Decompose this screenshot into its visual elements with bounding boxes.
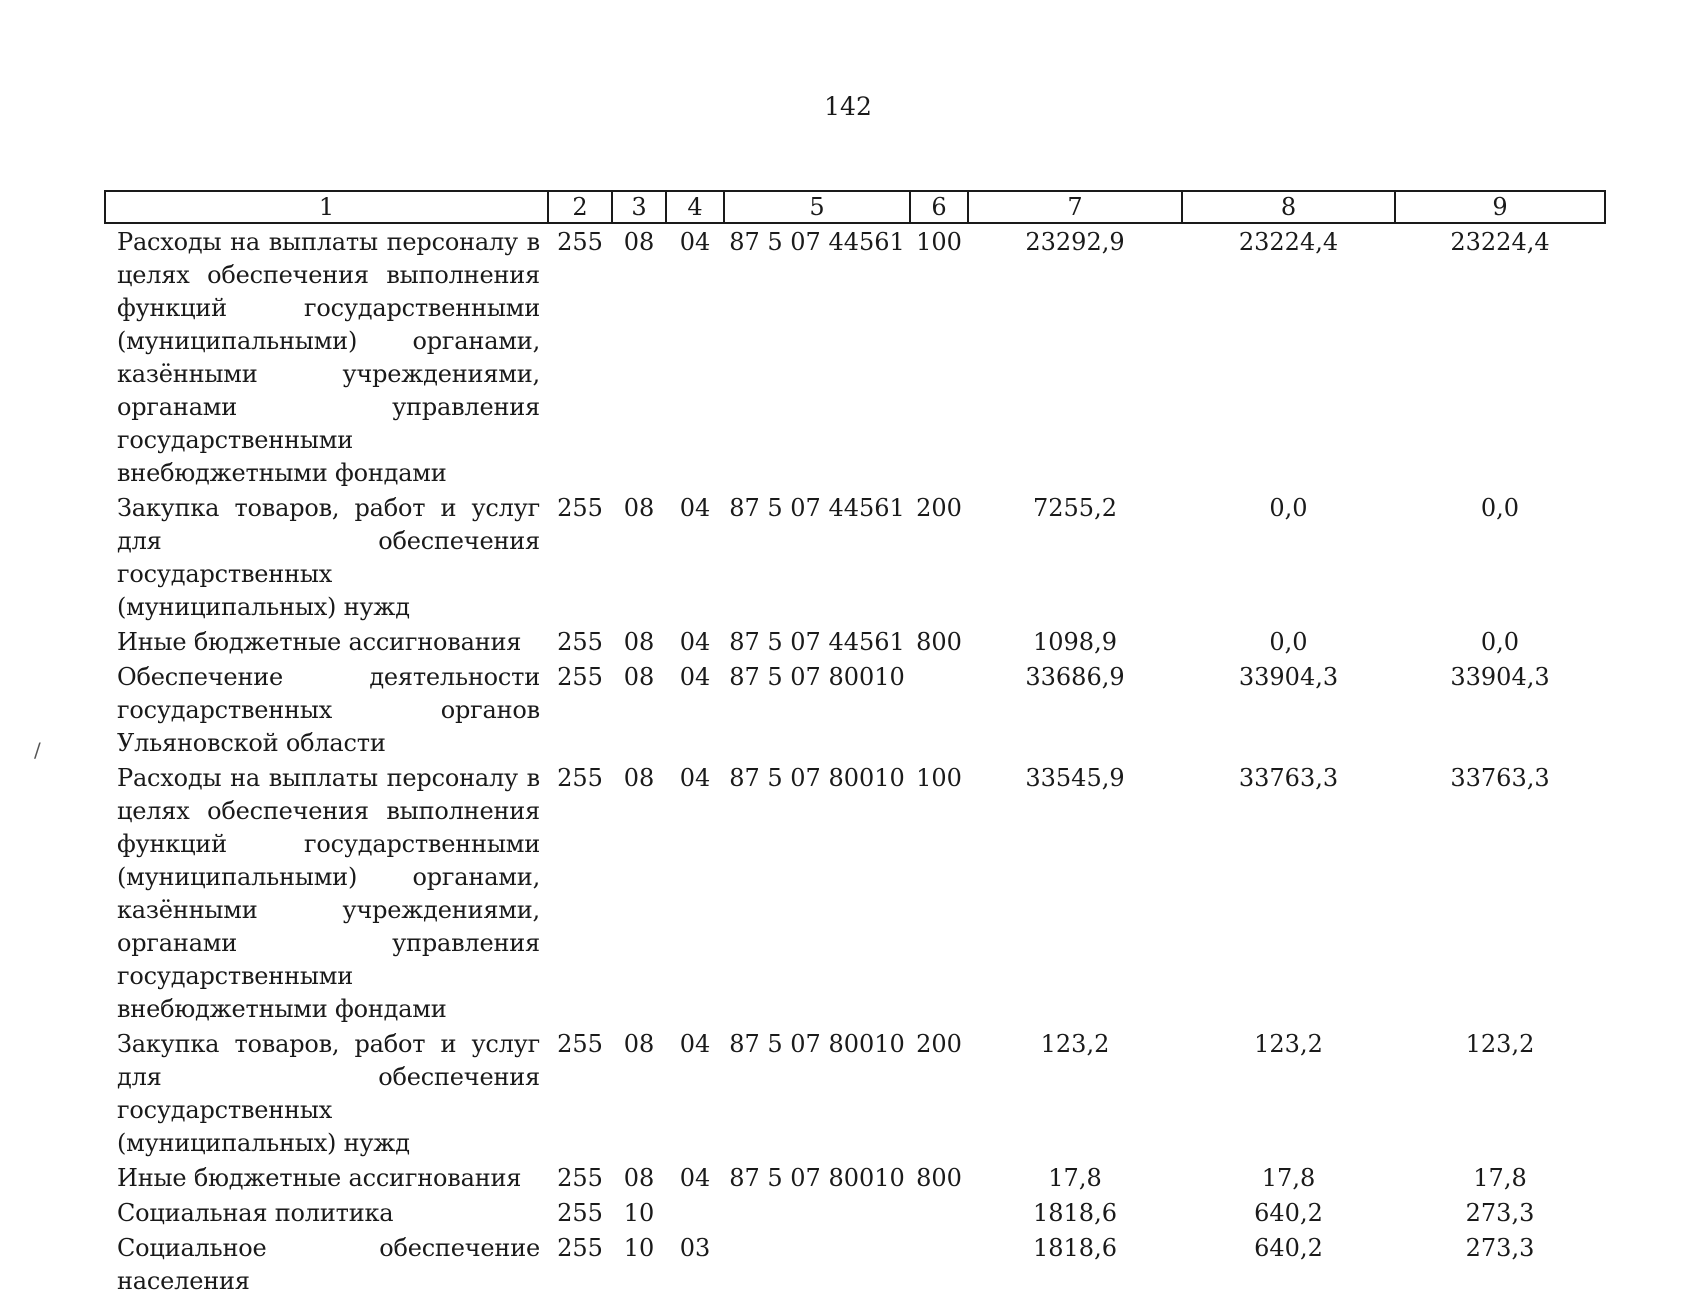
row-name: Закупка товаров, работ и услуг для обеспечения государственных (муниципальных) нужд <box>117 1030 540 1157</box>
row-code-5 <box>724 1195 910 1230</box>
row-code-2: 255 <box>557 1234 603 1262</box>
row-name: Закупка товаров, работ и услуг для обеспечения государственных (муниципальных) нужд <box>117 494 540 621</box>
row-value-7: 23292,9 <box>1025 228 1125 256</box>
row-value-8: 33763,3 <box>1238 764 1339 792</box>
row-value-8: 0,0 <box>1269 494 1308 522</box>
row-value-8: 17,8 <box>1261 1164 1316 1192</box>
row-code-2: 255 <box>557 663 603 691</box>
row-code-3: 08 <box>623 764 655 792</box>
row-code-5: 87 5 07 44561 <box>729 228 905 256</box>
column-header-2: 2 <box>548 191 612 223</box>
row-code-6: 800 <box>916 628 962 656</box>
row-code-2: 255 <box>557 1030 603 1058</box>
row-code-4 <box>666 1195 724 1230</box>
table-row <box>105 659 1605 760</box>
row-name: Обеспечение деятельности государственных органов Ульяновской области <box>117 663 540 757</box>
row-code-5 <box>724 1230 910 1298</box>
row-value-7: 1818,6 <box>1033 1199 1117 1227</box>
row-value-9: 17,8 <box>1473 1164 1527 1192</box>
row-code-3: 08 <box>623 663 655 691</box>
row-code-4: 04 <box>679 628 711 656</box>
row-value-7: 1098,9 <box>1033 628 1117 656</box>
row-code-3: 08 <box>623 1030 655 1058</box>
row-value-9: 273,3 <box>1465 1234 1535 1262</box>
row-code-3: 10 <box>623 1234 655 1262</box>
row-value-8: 23224,4 <box>1238 228 1339 256</box>
budget-table <box>104 190 1606 1298</box>
row-value-8: 640,2 <box>1254 1234 1323 1262</box>
row-code-5: 87 5 07 44561 <box>729 494 905 522</box>
row-code-5: 87 5 07 80010 <box>729 764 905 792</box>
row-code-3: 10 <box>623 1199 655 1227</box>
column-header-5: 5 <box>724 191 910 223</box>
table-row <box>105 1160 1605 1195</box>
row-code-6: 800 <box>916 1164 962 1192</box>
row-value-7: 33686,9 <box>1025 663 1125 691</box>
column-header-7: 7 <box>968 191 1182 223</box>
row-code-6 <box>910 1195 968 1230</box>
row-code-4: 03 <box>679 1234 711 1262</box>
row-value-9: 23224,4 <box>1450 228 1550 256</box>
column-header-9: 9 <box>1395 191 1605 223</box>
row-code-3: 08 <box>623 228 655 256</box>
row-code-6: 100 <box>916 764 962 792</box>
row-code-2: 255 <box>557 764 603 792</box>
row-code-4: 04 <box>679 494 711 522</box>
row-value-8: 640,2 <box>1254 1199 1323 1227</box>
row-code-3: 08 <box>623 628 655 656</box>
row-name: Социальное обеспечение населения <box>117 1234 540 1295</box>
row-code-5: 87 5 07 80010 <box>729 1164 905 1192</box>
table-row <box>105 490 1605 624</box>
row-code-3: 08 <box>623 494 655 522</box>
row-code-2: 255 <box>557 1199 603 1227</box>
row-value-8: 33904,3 <box>1238 663 1339 691</box>
row-value-7: 17,8 <box>1048 1164 1102 1192</box>
row-value-7: 33545,9 <box>1025 764 1125 792</box>
margin-mark: / <box>34 738 41 762</box>
table-row <box>105 223 1605 490</box>
row-value-7: 123,2 <box>1040 1030 1110 1058</box>
column-header-1: 1 <box>105 191 548 223</box>
table-row <box>105 760 1605 1026</box>
row-code-4: 04 <box>679 1030 711 1058</box>
row-code-6 <box>910 1230 968 1298</box>
header-row <box>105 191 1605 223</box>
table-row <box>105 1230 1605 1298</box>
row-value-9: 0,0 <box>1480 494 1520 522</box>
row-code-4: 04 <box>679 228 711 256</box>
row-code-2: 255 <box>557 228 603 256</box>
column-header-6: 6 <box>910 191 968 223</box>
row-code-6: 100 <box>916 228 962 256</box>
row-code-5: 87 5 07 44561 <box>729 628 905 656</box>
row-name: Социальная политика <box>117 1199 394 1227</box>
row-value-8: 123,2 <box>1254 1030 1323 1058</box>
column-header-3: 3 <box>612 191 666 223</box>
row-value-7: 7255,2 <box>1033 494 1117 522</box>
row-code-6: 200 <box>916 1030 962 1058</box>
table-body <box>105 223 1605 1298</box>
row-name: Иные бюджетные ассигнования <box>117 1164 522 1192</box>
row-name: Иные бюджетные ассигнования <box>117 628 522 656</box>
row-code-6: 200 <box>916 494 962 522</box>
table-row <box>105 1026 1605 1160</box>
row-name: Расходы на выплаты персоналу в целях обеспечения выполнения функций государственными (муниципальными) органами, казёнными учреждениями, органами управления государственными внебюджетными фондами <box>117 764 540 1023</box>
row-value-8: 0,0 <box>1269 628 1308 656</box>
row-value-9: 123,2 <box>1465 1030 1535 1058</box>
row-name: Расходы на выплаты персоналу в целях обеспечения выполнения функций государственными (муниципальными) органами, казёнными учреждениями, органами управления государственными внебюджетными фондами <box>117 228 540 487</box>
column-header-8: 8 <box>1182 191 1395 223</box>
row-value-9: 33763,3 <box>1450 764 1550 792</box>
row-code-6 <box>910 659 968 760</box>
table-row <box>105 1195 1605 1230</box>
row-code-4: 04 <box>679 663 711 691</box>
row-value-7: 1818,6 <box>1033 1234 1117 1262</box>
row-code-4: 04 <box>679 1164 711 1192</box>
row-code-4: 04 <box>679 764 711 792</box>
row-code-2: 255 <box>557 494 603 522</box>
row-code-2: 255 <box>557 628 603 656</box>
row-code-3: 08 <box>623 1164 655 1192</box>
row-code-5: 87 5 07 80010 <box>729 663 905 691</box>
page-number: 142 <box>824 92 872 121</box>
row-code-2: 255 <box>557 1164 603 1192</box>
column-header-4: 4 <box>666 191 724 223</box>
row-value-9: 0,0 <box>1480 628 1520 656</box>
row-value-9: 33904,3 <box>1450 663 1550 691</box>
row-code-5: 87 5 07 80010 <box>729 1030 905 1058</box>
row-value-9: 273,3 <box>1465 1199 1535 1227</box>
table-row <box>105 624 1605 659</box>
